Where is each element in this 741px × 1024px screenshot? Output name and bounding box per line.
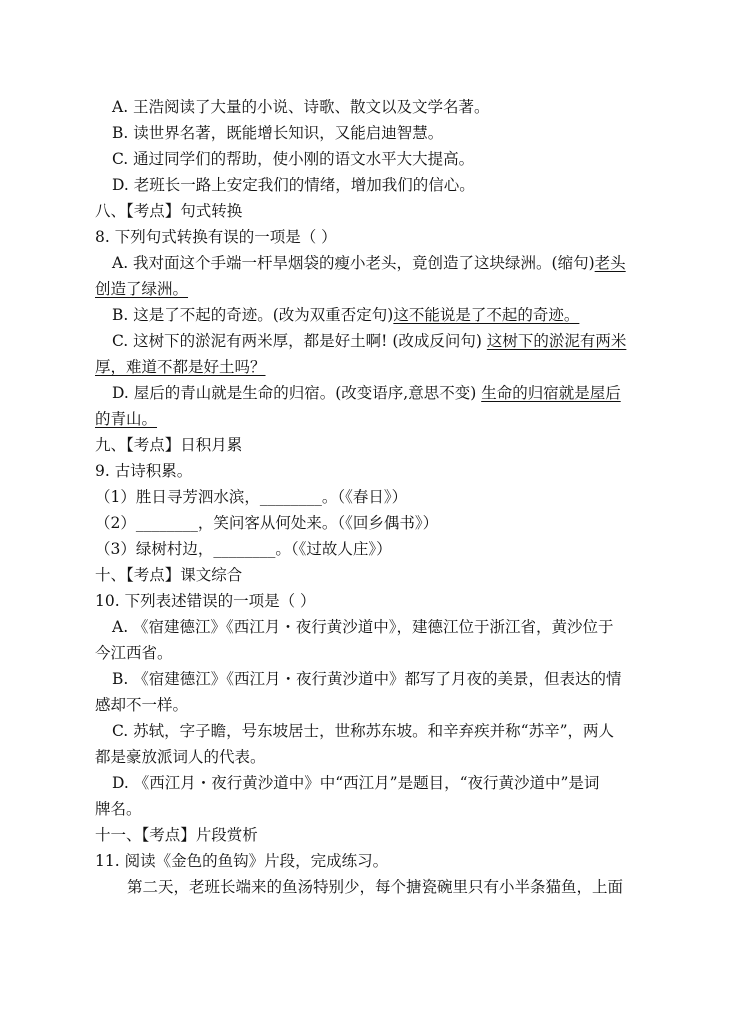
q7-option-a: A. 王浩阅读了大量的小说、诗歌、散文以及文学名著。 bbox=[112, 98, 490, 116]
section-9-heading: 九、【考点】日积月累 bbox=[95, 436, 243, 454]
q8-option-a-answer: 老头 bbox=[594, 254, 626, 272]
q8-option-c bbox=[0, 330, 741, 352]
q8-option-c-cont bbox=[0, 356, 741, 378]
q8-option-d-text: D. 屋后的青山就是生命的归宿。(改变语序,意思不变) bbox=[112, 384, 482, 402]
q10-option-c: C. 苏轼，字子瞻，号东坡居士，世称苏东坡。和辛弃疾并称“苏辛”，两人 bbox=[112, 722, 615, 740]
q9-item-1: （1）胜日寻芳泗水滨，________。（《春日》） bbox=[95, 488, 408, 506]
q8-option-d bbox=[0, 382, 741, 404]
q8-option-c-answer-cont: 厚，难道不都是好土吗？ bbox=[95, 358, 266, 376]
q8-option-d-answer-cont: 的青山。 bbox=[95, 410, 158, 428]
q8-option-b bbox=[0, 304, 741, 326]
q8-option-a-answer-cont: 创造了绿洲。 bbox=[95, 280, 189, 298]
q10-option-b: B. 《宿建德江》《西江月・夜行黄沙道中》都写了月夜的美景，但表达的情 bbox=[112, 670, 622, 688]
q8-option-c-text: C. 这树下的淤泥有两米厚，都是好土啊! (改成反问句) bbox=[112, 332, 487, 350]
passage-paragraph: 第二天，老班长端来的鱼汤特别少，每个搪瓷碗里只有小半条猫鱼，上面 bbox=[127, 878, 624, 896]
q10-option-a-cont: 今江西省。 bbox=[95, 644, 173, 662]
q7-option-b: B. 读世界名著，既能增长知识，又能启迪智慧。 bbox=[112, 124, 444, 142]
q8-option-d-answer: 生命的归宿就是屋后 bbox=[481, 384, 621, 402]
q9-item-2: （2）________，笑问客从何处来。（《回乡偶书》） bbox=[95, 514, 439, 532]
q10-option-a: A. 《宿建德江》《西江月・夜行黄沙道中》，建德江位于浙江省，黄沙位于 bbox=[112, 618, 614, 636]
q8-option-b-answer: 这不能说是了不起的奇迹。 bbox=[393, 306, 580, 324]
q8-option-a-text: A. 我对面这个手端一杆旱烟袋的瘦小老头，竟创造了这块绿洲。(缩句) bbox=[112, 254, 595, 272]
q10-option-d: D. 《西江月・夜行黄沙道中》中“西江月”是题目，“夜行黄沙道中”是词 bbox=[112, 774, 600, 792]
section-11-heading: 十一、【考点】片段赏析 bbox=[95, 826, 258, 844]
section-10-heading: 十、【考点】课文综合 bbox=[95, 566, 243, 584]
question-9: 9. 古诗积累。 bbox=[95, 462, 193, 480]
q7-option-d: D. 老班长一路上安定我们的情绪，增加我们的信心。 bbox=[112, 176, 475, 194]
question-10: 10. 下列表述错误的一项是（ ） bbox=[95, 592, 316, 610]
q8-option-a bbox=[0, 252, 741, 274]
question-8: 8. 下列句式转换有误的一项是（ ） bbox=[95, 228, 337, 246]
q7-option-c: C. 通过同学们的帮助，使小刚的语文水平大大提高。 bbox=[112, 150, 475, 168]
section-8-heading: 八、【考点】句式转换 bbox=[95, 202, 243, 220]
q9-item-3: （3）绿树村边，________。（《过故人庄》） bbox=[95, 540, 392, 558]
q8-option-d-cont bbox=[0, 408, 741, 430]
question-11: 11. 阅读《金色的鱼钩》片段，完成练习。 bbox=[95, 852, 389, 870]
q8-option-b-text: B. 这是了不起的奇迹。(改为双重否定句) bbox=[112, 306, 394, 324]
q10-option-c-cont: 都是豪放派词人的代表。 bbox=[95, 748, 266, 766]
q8-option-a-cont bbox=[0, 278, 741, 300]
q10-option-d-cont: 牌名。 bbox=[95, 800, 142, 818]
q8-option-c-answer: 这树下的淤泥有两米 bbox=[486, 332, 627, 350]
q10-option-b-cont: 感却不一样。 bbox=[95, 696, 189, 714]
